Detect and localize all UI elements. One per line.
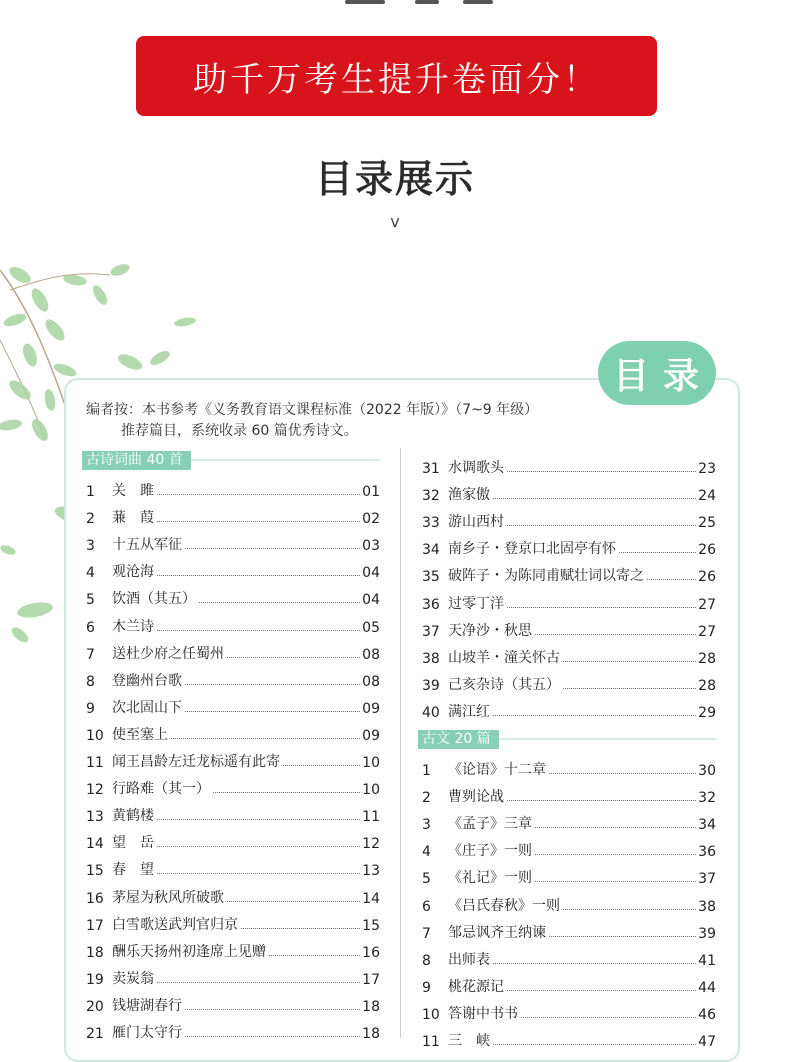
entry-number: 18	[86, 944, 104, 961]
entry-number: 4	[422, 844, 431, 861]
entry-page: 02	[362, 511, 380, 528]
toc-left-column	[80, 450, 380, 1042]
toc-entry	[80, 500, 380, 527]
toc-entry	[416, 752, 716, 779]
entry-page: 10	[362, 755, 380, 772]
top-cropped-text	[345, 0, 495, 6]
entry-title: 游山西村	[448, 514, 504, 531]
leader-dots	[493, 498, 696, 499]
entry-title: 破阵子・为陈同甫赋壮词以寄之	[448, 568, 644, 585]
editor-note-line1: 编者按：本书参考《义务教育语文课程标准（2022 年版）》（7~9 年级）	[86, 402, 539, 418]
leader-dots	[185, 711, 360, 712]
entry-number: 20	[86, 998, 104, 1015]
entry-number: 10	[86, 727, 104, 744]
entry-title: 邹忌讽齐王纳谏	[448, 924, 546, 941]
leader-dots	[157, 819, 360, 820]
entry-number: 14	[86, 836, 104, 853]
category-poems	[80, 450, 380, 470]
entry-number: 35	[422, 569, 440, 586]
leader-dots	[171, 738, 360, 739]
leader-dots	[507, 607, 696, 608]
entry-number: 3	[422, 817, 431, 834]
entry-page: 32	[698, 790, 716, 807]
toc-entry	[80, 581, 380, 608]
leader-dots	[157, 521, 360, 522]
entry-title: 闻王昌龄左迁龙标遥有此寄	[112, 754, 280, 771]
entry-number: 33	[422, 515, 440, 532]
entry-page: 04	[362, 565, 380, 582]
entry-number: 9	[86, 700, 95, 717]
section-title-text: 目录展示	[314, 157, 475, 201]
toc-entry	[416, 504, 716, 531]
toc-entry	[80, 879, 380, 906]
leader-dots	[227, 901, 360, 902]
toc-entry	[416, 1023, 716, 1050]
entry-page: 05	[362, 619, 380, 636]
entry-page: 26	[698, 542, 716, 559]
toc-entry	[80, 554, 380, 581]
leader-dots	[563, 688, 696, 689]
entry-title: 望 岳	[112, 835, 154, 852]
leader-dots	[157, 630, 360, 631]
entry-number: 1	[422, 763, 431, 780]
leader-dots	[549, 936, 696, 937]
leader-dots	[535, 634, 696, 635]
entry-number: 31	[422, 461, 440, 478]
entry-page: 24	[698, 488, 716, 505]
toc-entry	[80, 636, 380, 663]
toc-entry	[416, 667, 716, 694]
entry-page: 15	[362, 917, 380, 934]
entry-page: 41	[698, 952, 716, 969]
entry-page: 16	[362, 944, 380, 961]
toc-entry	[416, 996, 716, 1023]
leader-dots	[507, 990, 696, 991]
toc-entry	[80, 988, 380, 1015]
entry-number: 11	[422, 1033, 440, 1050]
entry-page: 27	[698, 596, 716, 613]
leader-dots	[493, 1044, 696, 1045]
entry-number: 6	[86, 619, 95, 636]
entry-number: 34	[422, 542, 440, 559]
entry-title: 出师表	[448, 951, 490, 968]
toc-entry	[80, 608, 380, 635]
entry-number: 3	[86, 538, 95, 555]
entry-title: 木兰诗	[112, 618, 154, 635]
entry-title: 饮酒（其五）	[112, 591, 196, 608]
entry-title: 十五从军征	[112, 537, 182, 554]
entry-page: 34	[698, 817, 716, 834]
entry-number: 37	[422, 623, 440, 640]
leader-dots	[521, 1017, 696, 1018]
leader-dots	[185, 1036, 360, 1037]
entry-number: 15	[86, 863, 104, 880]
leader-dots	[493, 715, 696, 716]
entry-title: 水调歌头	[448, 460, 504, 477]
leader-dots	[157, 846, 360, 847]
toc-entry	[416, 860, 716, 887]
entry-page: 25	[698, 515, 716, 532]
toc-badge	[598, 341, 716, 405]
entry-page: 28	[698, 650, 716, 667]
column-divider	[400, 448, 401, 1038]
editor-note-line2: 推荐篇目，系统收录 60 篇优秀诗文。	[121, 423, 358, 439]
entry-number: 39	[422, 677, 440, 694]
entry-number: 9	[422, 979, 431, 996]
entry-number: 11	[86, 755, 104, 772]
entry-title: 《礼记》一则	[448, 870, 532, 887]
entry-number: 36	[422, 596, 440, 613]
entry-number: 38	[422, 650, 440, 667]
toc-entry	[80, 717, 380, 744]
toc-entry	[80, 690, 380, 717]
entry-page: 10	[362, 782, 380, 799]
toc-entry	[416, 640, 716, 667]
entry-page: 38	[698, 898, 716, 915]
toc-list-poems-cont	[416, 450, 716, 721]
entry-title: 白雪歌送武判官归京	[112, 916, 238, 933]
leader-dots	[619, 552, 696, 553]
toc-entry	[80, 744, 380, 771]
entry-title: 茅屋为秋风所破歌	[112, 889, 224, 906]
entry-page: 23	[698, 461, 716, 478]
entry-title: 雁门太守行	[112, 1024, 182, 1041]
entry-number: 17	[86, 917, 104, 934]
category-label: 古诗词曲 40 首	[82, 451, 191, 470]
entry-title: 山坡羊・潼关怀古	[448, 649, 560, 666]
entry-page: 04	[362, 592, 380, 609]
entry-page: 26	[698, 569, 716, 586]
entry-page: 27	[698, 623, 716, 640]
entry-number: 19	[86, 971, 104, 988]
entry-page: 30	[698, 763, 716, 780]
leader-dots	[213, 792, 360, 793]
entry-number: 4	[86, 565, 95, 582]
entry-number: 21	[86, 1025, 104, 1042]
entry-number: 6	[422, 898, 431, 915]
entry-number: 8	[422, 952, 431, 969]
toc-right-column	[416, 450, 716, 1050]
entry-title: 观沧海	[112, 564, 154, 581]
entry-title: 三 峡	[448, 1032, 490, 1049]
entry-title: 次北固山下	[112, 699, 182, 716]
leader-dots	[493, 963, 696, 964]
entry-title: 《论语》十二章	[448, 762, 546, 779]
editor-note	[86, 400, 538, 442]
entry-page: 29	[698, 704, 716, 721]
leader-dots	[241, 928, 360, 929]
entry-page: 09	[362, 700, 380, 717]
toc-entry	[80, 934, 380, 961]
toc-entry	[416, 558, 716, 585]
entry-title: 己亥杂诗（其五）	[448, 676, 560, 693]
leader-dots	[157, 873, 360, 874]
entry-page: 08	[362, 646, 380, 663]
toc-entry	[80, 1015, 380, 1042]
entry-title: 酬乐天扬州初逢席上见赠	[112, 943, 266, 960]
entry-number: 10	[422, 1006, 440, 1023]
leader-dots	[563, 661, 696, 662]
entry-title: 使至塞上	[112, 726, 168, 743]
toc-list-poems	[80, 473, 380, 1042]
entry-title: 渔家傲	[448, 487, 490, 504]
entry-number: 5	[422, 871, 431, 888]
chevron-down-icon: v	[390, 212, 400, 231]
entry-page: 09	[362, 727, 380, 744]
toc-entry	[416, 942, 716, 969]
entry-title: 答谢中书书	[448, 1005, 518, 1022]
leader-dots	[535, 827, 696, 828]
entry-number: 7	[86, 646, 95, 663]
toc-entry	[416, 887, 716, 914]
entry-title: 蒹 葭	[112, 510, 154, 527]
entry-page: 37	[698, 871, 716, 888]
leader-dots	[157, 982, 360, 983]
entry-number: 13	[86, 809, 104, 826]
entry-page: 12	[362, 836, 380, 853]
entry-page: 08	[362, 673, 380, 690]
entry-number: 40	[422, 704, 440, 721]
slogan-banner	[136, 36, 657, 116]
entry-title: 过零丁洋	[448, 595, 504, 612]
entry-number: 2	[422, 790, 431, 807]
entry-title: 《孟子》三章	[448, 816, 532, 833]
entry-page: 47	[698, 1033, 716, 1050]
entry-page: 14	[362, 890, 380, 907]
entry-title: 送杜少府之任蜀州	[112, 645, 224, 662]
entry-page: 01	[362, 484, 380, 501]
toc-entry	[416, 585, 716, 612]
toc-entry	[80, 825, 380, 852]
leader-dots	[185, 548, 360, 549]
toc-entry	[80, 527, 380, 554]
entry-page: 17	[362, 971, 380, 988]
entry-page: 36	[698, 844, 716, 861]
entry-page: 39	[698, 925, 716, 942]
entry-title: 《吕氏春秋》一则	[448, 897, 560, 914]
leader-dots	[185, 1009, 360, 1010]
entry-title: 关 雎	[112, 483, 154, 500]
section-title	[0, 148, 790, 203]
leader-dots	[535, 881, 696, 882]
entry-number: 16	[86, 890, 104, 907]
leader-dots	[535, 854, 696, 855]
entry-title: 满江红	[448, 703, 490, 720]
leader-dots	[507, 471, 696, 472]
toc-entry	[416, 779, 716, 806]
leader-dots	[507, 525, 696, 526]
entry-number: 8	[86, 673, 95, 690]
toc-entry	[416, 833, 716, 860]
entry-title: 钱塘湖春行	[112, 997, 182, 1014]
entry-page: 28	[698, 677, 716, 694]
toc-entry	[416, 531, 716, 558]
leader-dots	[549, 773, 696, 774]
entry-title: 卖炭翁	[112, 970, 154, 987]
entry-page: 13	[362, 863, 380, 880]
banner-text: 助千万考生提升卷面分！	[193, 59, 600, 100]
entry-page: 03	[362, 538, 380, 555]
toc-entry	[416, 694, 716, 721]
leader-dots	[507, 800, 696, 801]
entry-number: 2	[86, 511, 95, 528]
toc-entry	[80, 852, 380, 879]
entry-page: 44	[698, 979, 716, 996]
toc-entry	[80, 907, 380, 934]
entry-number: 7	[422, 925, 431, 942]
entry-page: 11	[362, 809, 380, 826]
leader-dots	[563, 909, 696, 910]
toc-entry	[80, 473, 380, 500]
leader-dots	[157, 575, 360, 576]
toc-entry	[80, 798, 380, 825]
toc-entry	[80, 961, 380, 988]
entry-title: 天净沙・秋思	[448, 622, 532, 639]
entry-number: 12	[86, 782, 104, 799]
leader-dots	[199, 602, 360, 603]
entry-title: 登幽州台歌	[112, 672, 182, 689]
entry-number: 5	[86, 592, 95, 609]
leader-dots	[283, 765, 360, 766]
entry-page: 18	[362, 998, 380, 1015]
entry-title: 曹刿论战	[448, 789, 504, 806]
entry-number: 1	[86, 484, 95, 501]
leader-dots	[647, 579, 696, 580]
toc-entry	[416, 450, 716, 477]
toc-badge-text: 目录	[612, 355, 713, 397]
toc-entry	[416, 969, 716, 996]
entry-title: 春 望	[112, 862, 154, 879]
toc-entry	[80, 771, 380, 798]
entry-page: 46	[698, 1006, 716, 1023]
leader-dots	[185, 684, 360, 685]
toc-entry	[416, 613, 716, 640]
entry-number: 32	[422, 488, 440, 505]
category-prose	[416, 729, 716, 749]
entry-page: 18	[362, 1025, 380, 1042]
entry-title: 《庄子》一则	[448, 843, 532, 860]
toc-entry	[416, 477, 716, 504]
toc-list-prose	[416, 752, 716, 1050]
entry-title: 南乡子・登京口北固亭有怀	[448, 541, 616, 558]
entry-title: 黄鹤楼	[112, 808, 154, 825]
leader-dots	[157, 494, 360, 495]
category-label: 古文 20 篇	[418, 730, 499, 749]
toc-entry	[416, 915, 716, 942]
entry-title: 桃花源记	[448, 978, 504, 995]
entry-title: 行路难（其一）	[112, 781, 210, 798]
toc-entry	[80, 663, 380, 690]
toc-entry	[416, 806, 716, 833]
leader-dots	[227, 657, 360, 658]
leader-dots	[269, 955, 360, 956]
